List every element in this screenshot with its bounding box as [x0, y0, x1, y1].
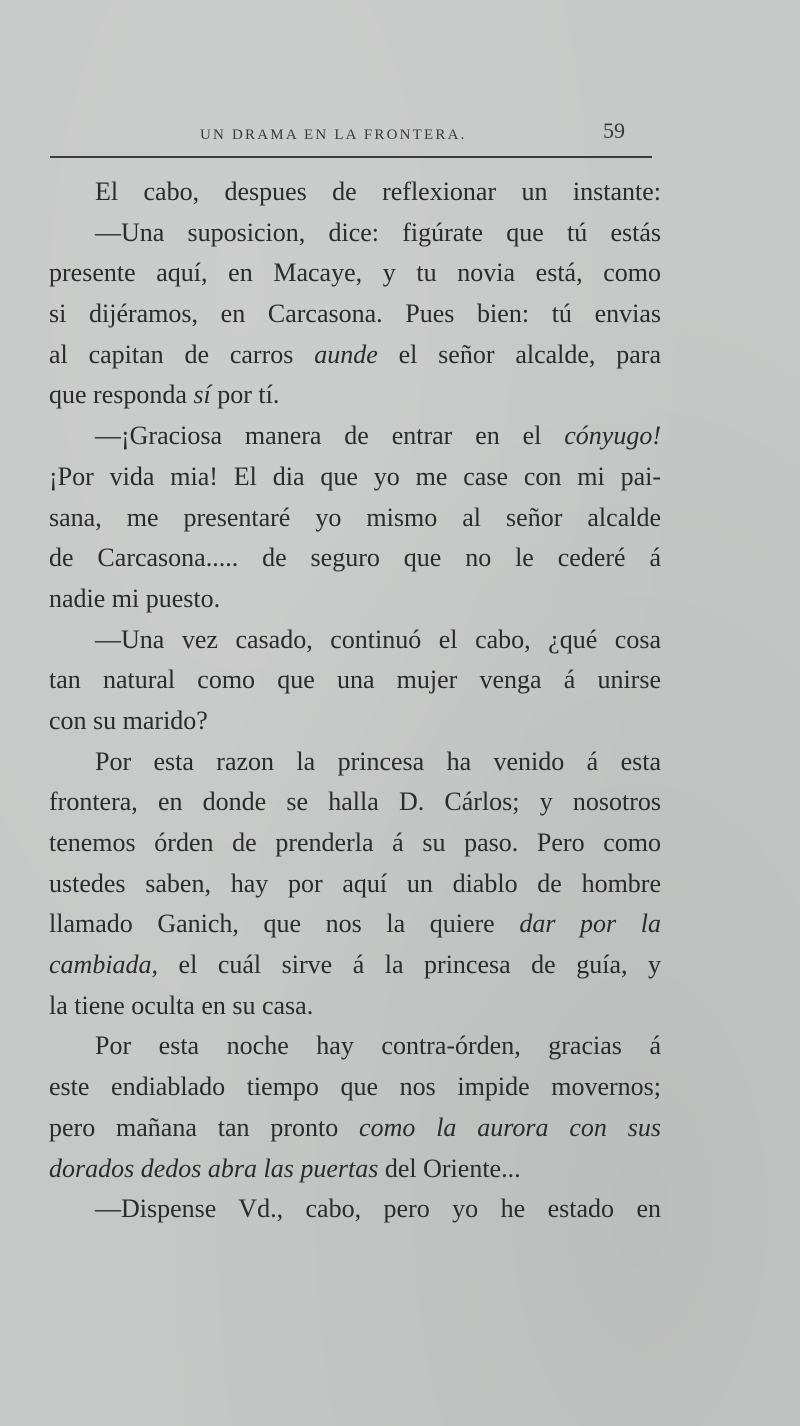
- text-line: [49, 904, 661, 945]
- text-fragment: —¡Graciosa manera de entrar en el: [95, 421, 565, 451]
- text-line: —Una vez casado, continuó el cabo, ¿qué cosa: [95, 624, 661, 654]
- text-line: este endiablado tiempo que nos impide movernos;: [49, 1072, 661, 1102]
- italic-phrase: cambiada,: [49, 950, 159, 980]
- running-title: UN DRAMA EN LA FRONTERA.: [200, 127, 467, 143]
- italic-phrase: dar por la: [519, 909, 661, 939]
- text-line: tan natural como que una mujer venga á unirse: [49, 665, 661, 695]
- text-fragment: al capitan de carros: [49, 339, 315, 369]
- text-line: ustedes saben, hay por aquí un diablo de hombre: [49, 868, 661, 898]
- text-fragment: el señor alcalde, para: [377, 339, 661, 369]
- text-fragment: del Oriente...: [378, 1153, 521, 1183]
- text-line: de Carcasona..... de seguro que no le cederé á: [49, 543, 661, 573]
- text-line: sana, me presentaré yo mismo al señor alcalde: [49, 502, 661, 532]
- italic-phrase: aunde: [314, 339, 378, 369]
- italic-phrase: sí: [193, 380, 211, 410]
- text-line: nadie mi puesto.: [49, 583, 221, 613]
- text-line: si dijéramos, en Carcasona. Pues bien: tú envias: [49, 299, 661, 329]
- text-fragment: pero mañana tan pronto: [49, 1112, 360, 1142]
- text-line: tenemos órden de prenderla á su paso. Pero como: [49, 828, 661, 857]
- text-line: [49, 416, 661, 457]
- text-line: Por esta noche hay contra-órden, gracias á: [95, 1031, 661, 1061]
- text-fragment: el cuál sirve á la princesa de guía, y: [158, 950, 661, 980]
- text-line: presente aquí, en Macaye, y tu novia está, como: [49, 258, 661, 288]
- text-line: [49, 945, 661, 986]
- italic-phrase: dorados dedos abra las puertas: [49, 1153, 379, 1183]
- header-rule: [50, 156, 652, 158]
- text-line: ¡Por vida mia! El dia que yo me case con mi pai-: [49, 461, 661, 491]
- text-line: con su marido?: [49, 705, 208, 735]
- text-line: [49, 335, 661, 376]
- text-line: [49, 375, 661, 416]
- text-line: Por esta razon la princesa ha venido á esta: [95, 746, 661, 776]
- text-line: la tiene oculta en su casa.: [49, 990, 314, 1020]
- text-line: —Dispense Vd., cabo, pero yo he estado en: [95, 1194, 661, 1224]
- text-line: El cabo, despues de reflexionar un instante:: [95, 177, 661, 206]
- italic-phrase: cónyugo!: [564, 421, 661, 451]
- text-line: [49, 1149, 661, 1190]
- text-line: frontera, en donde se halla D. Cárlos; y nosotros: [49, 787, 661, 817]
- text-fragment: por tí.: [210, 380, 280, 410]
- body-text: [49, 172, 661, 1230]
- text-line: —Una suposicion, dice: figúrate que tú estás: [95, 217, 661, 247]
- text-fragment: llamado Ganich, que nos la quiere: [49, 909, 520, 939]
- text-line: [49, 1108, 661, 1149]
- italic-phrase: como la aurora con sus: [359, 1112, 661, 1142]
- text-fragment: que responda: [49, 380, 194, 410]
- page-number: 59: [603, 118, 625, 143]
